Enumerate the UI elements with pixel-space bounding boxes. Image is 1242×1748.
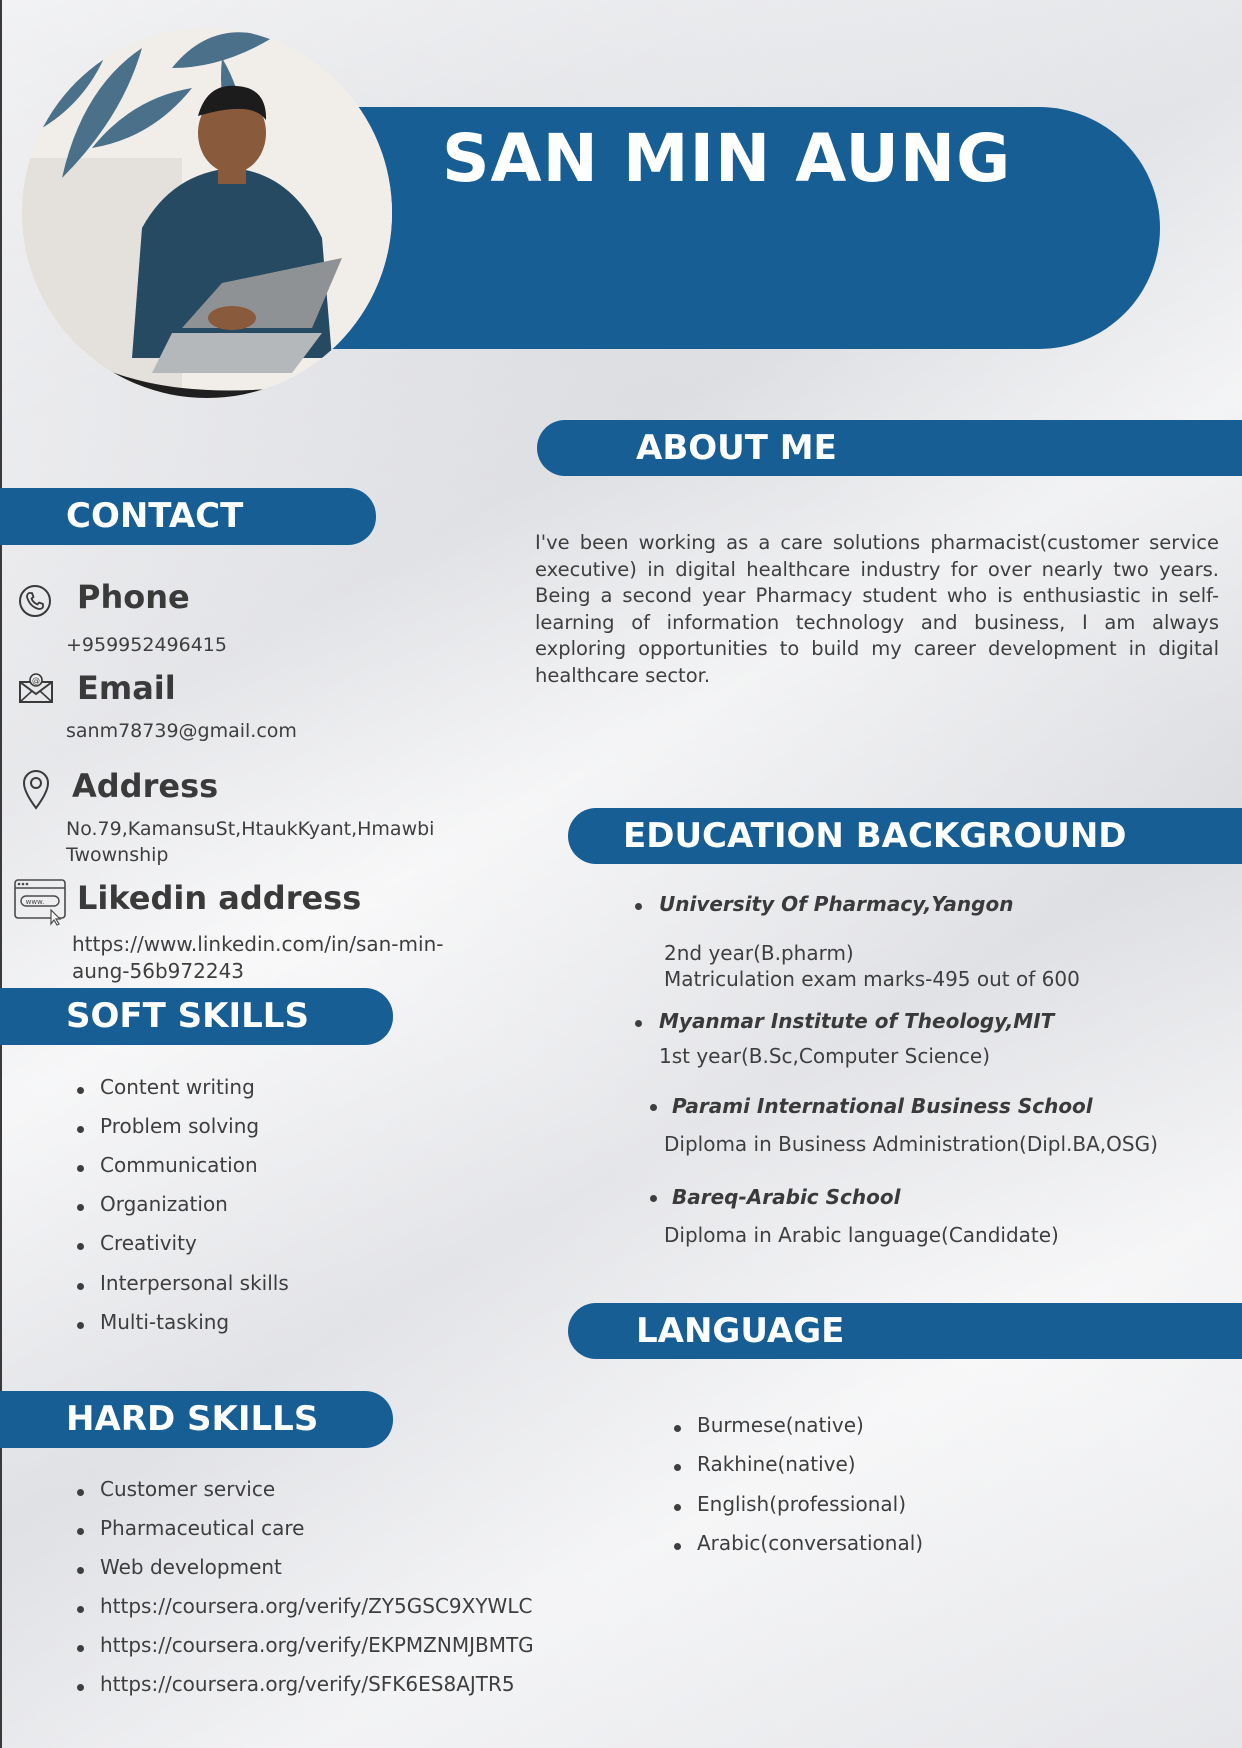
web-browser-icon xyxy=(13,878,69,926)
soft-skills-heading-bar xyxy=(0,988,393,1045)
contact-heading: CONTACT xyxy=(66,496,244,536)
soft-skills-list xyxy=(100,1075,289,1349)
language-list xyxy=(697,1413,923,1570)
email-value[interactable]: sanm78739@gmail.com xyxy=(66,720,297,742)
address-line-2: Twownship xyxy=(66,844,169,866)
hard-skills-list xyxy=(100,1477,534,1711)
phone-label: Phone xyxy=(77,578,190,616)
language-heading: LANGUAGE xyxy=(636,1311,845,1351)
list-item: Web development xyxy=(100,1555,534,1594)
soft-skills-heading: SOFT SKILLS xyxy=(66,996,309,1036)
about-heading: ABOUT ME xyxy=(636,428,837,468)
full-name: SAN MIN AUNG xyxy=(442,120,1012,197)
list-item: Rakhine(native) xyxy=(697,1452,923,1492)
education-detail-3: Diploma in Business Administration(Dipl.BA,OSG) xyxy=(664,1132,1158,1156)
page-edge xyxy=(0,0,2,1748)
bullet xyxy=(650,1195,657,1202)
address-label: Address xyxy=(72,767,219,805)
email-icon xyxy=(18,672,54,704)
list-item[interactable]: https://coursera.org/verify/SFK6ES8AJTR5 xyxy=(100,1672,534,1711)
about-heading-bar xyxy=(537,420,1242,476)
list-item: Pharmaceutical care xyxy=(100,1516,534,1555)
education-school-4: Bareq-Arabic School xyxy=(672,1185,901,1209)
list-item: Creativity xyxy=(100,1231,289,1271)
about-text: I've been working as a care solutions pharmacist(customer service executive) in digital healthcare industry for over nearly two years. Being a second year Pharmacy student who is enthusiastic in self-learning of information technology and business, I am always exploring opportunities to build my career development in digital healthcare sector. xyxy=(535,531,1219,687)
education-detail-2: 1st year(B.Sc,Computer Science) xyxy=(659,1044,991,1068)
list-item: Multi-tasking xyxy=(100,1310,289,1349)
linkedin-label: Likedin address xyxy=(77,879,362,917)
linkedin-url-line-2[interactable]: aung-56b972243 xyxy=(72,959,245,983)
language-heading-bar xyxy=(568,1303,1242,1359)
bullet xyxy=(650,1104,657,1111)
hard-skills-heading-bar xyxy=(0,1391,393,1448)
profile-photo xyxy=(22,28,392,398)
list-item: Arabic(conversational) xyxy=(697,1531,923,1570)
phone-icon xyxy=(18,584,52,618)
address-line-1: No.79,KamansuSt,HtaukKyant,Hmawbi xyxy=(66,818,435,840)
profile-photo-illustration xyxy=(22,28,392,398)
contact-heading-bar xyxy=(0,488,376,545)
list-item: Customer service xyxy=(100,1477,534,1516)
education-school-3: Parami International Business School xyxy=(672,1094,1093,1118)
hard-skills-heading: HARD SKILLS xyxy=(66,1399,319,1439)
list-item: Burmese(native) xyxy=(697,1413,923,1452)
list-item: Interpersonal skills xyxy=(100,1271,289,1310)
education-school-2: Myanmar Institute of Theology,MIT xyxy=(659,1009,1055,1033)
education-heading-bar xyxy=(568,808,1242,864)
list-item: Problem solving xyxy=(100,1114,289,1153)
phone-value: +959952496415 xyxy=(66,634,227,656)
education-heading: EDUCATION BACKGROUND xyxy=(623,816,1127,856)
linkedin-url-line-1[interactable]: https://www.linkedin.com/in/san-min- xyxy=(72,932,444,956)
list-item: Communication xyxy=(100,1153,289,1192)
bullet xyxy=(635,903,642,910)
education-detail-1a: 2nd year(B.pharm) xyxy=(664,941,854,965)
list-item: Content writing xyxy=(100,1075,289,1114)
list-item: English(professional) xyxy=(697,1492,923,1531)
svg-text:@: @ xyxy=(32,676,40,685)
education-detail-4: Diploma in Arabic language(Candidate) xyxy=(664,1223,1059,1247)
email-label: Email xyxy=(77,669,176,707)
education-school-1: University Of Pharmacy,Yangon xyxy=(659,892,1014,916)
bullet xyxy=(635,1020,642,1027)
web-icon-text: www. xyxy=(25,898,45,906)
list-item: Organization xyxy=(100,1192,289,1231)
list-item[interactable]: https://coursera.org/verify/ZY5GSC9XYWLC xyxy=(100,1594,534,1633)
list-item[interactable]: https://coursera.org/verify/EKPMZNMJBMTG xyxy=(100,1633,534,1672)
education-detail-1b: Matriculation exam marks-495 out of 600 xyxy=(664,967,1080,991)
location-pin-icon xyxy=(20,768,52,810)
